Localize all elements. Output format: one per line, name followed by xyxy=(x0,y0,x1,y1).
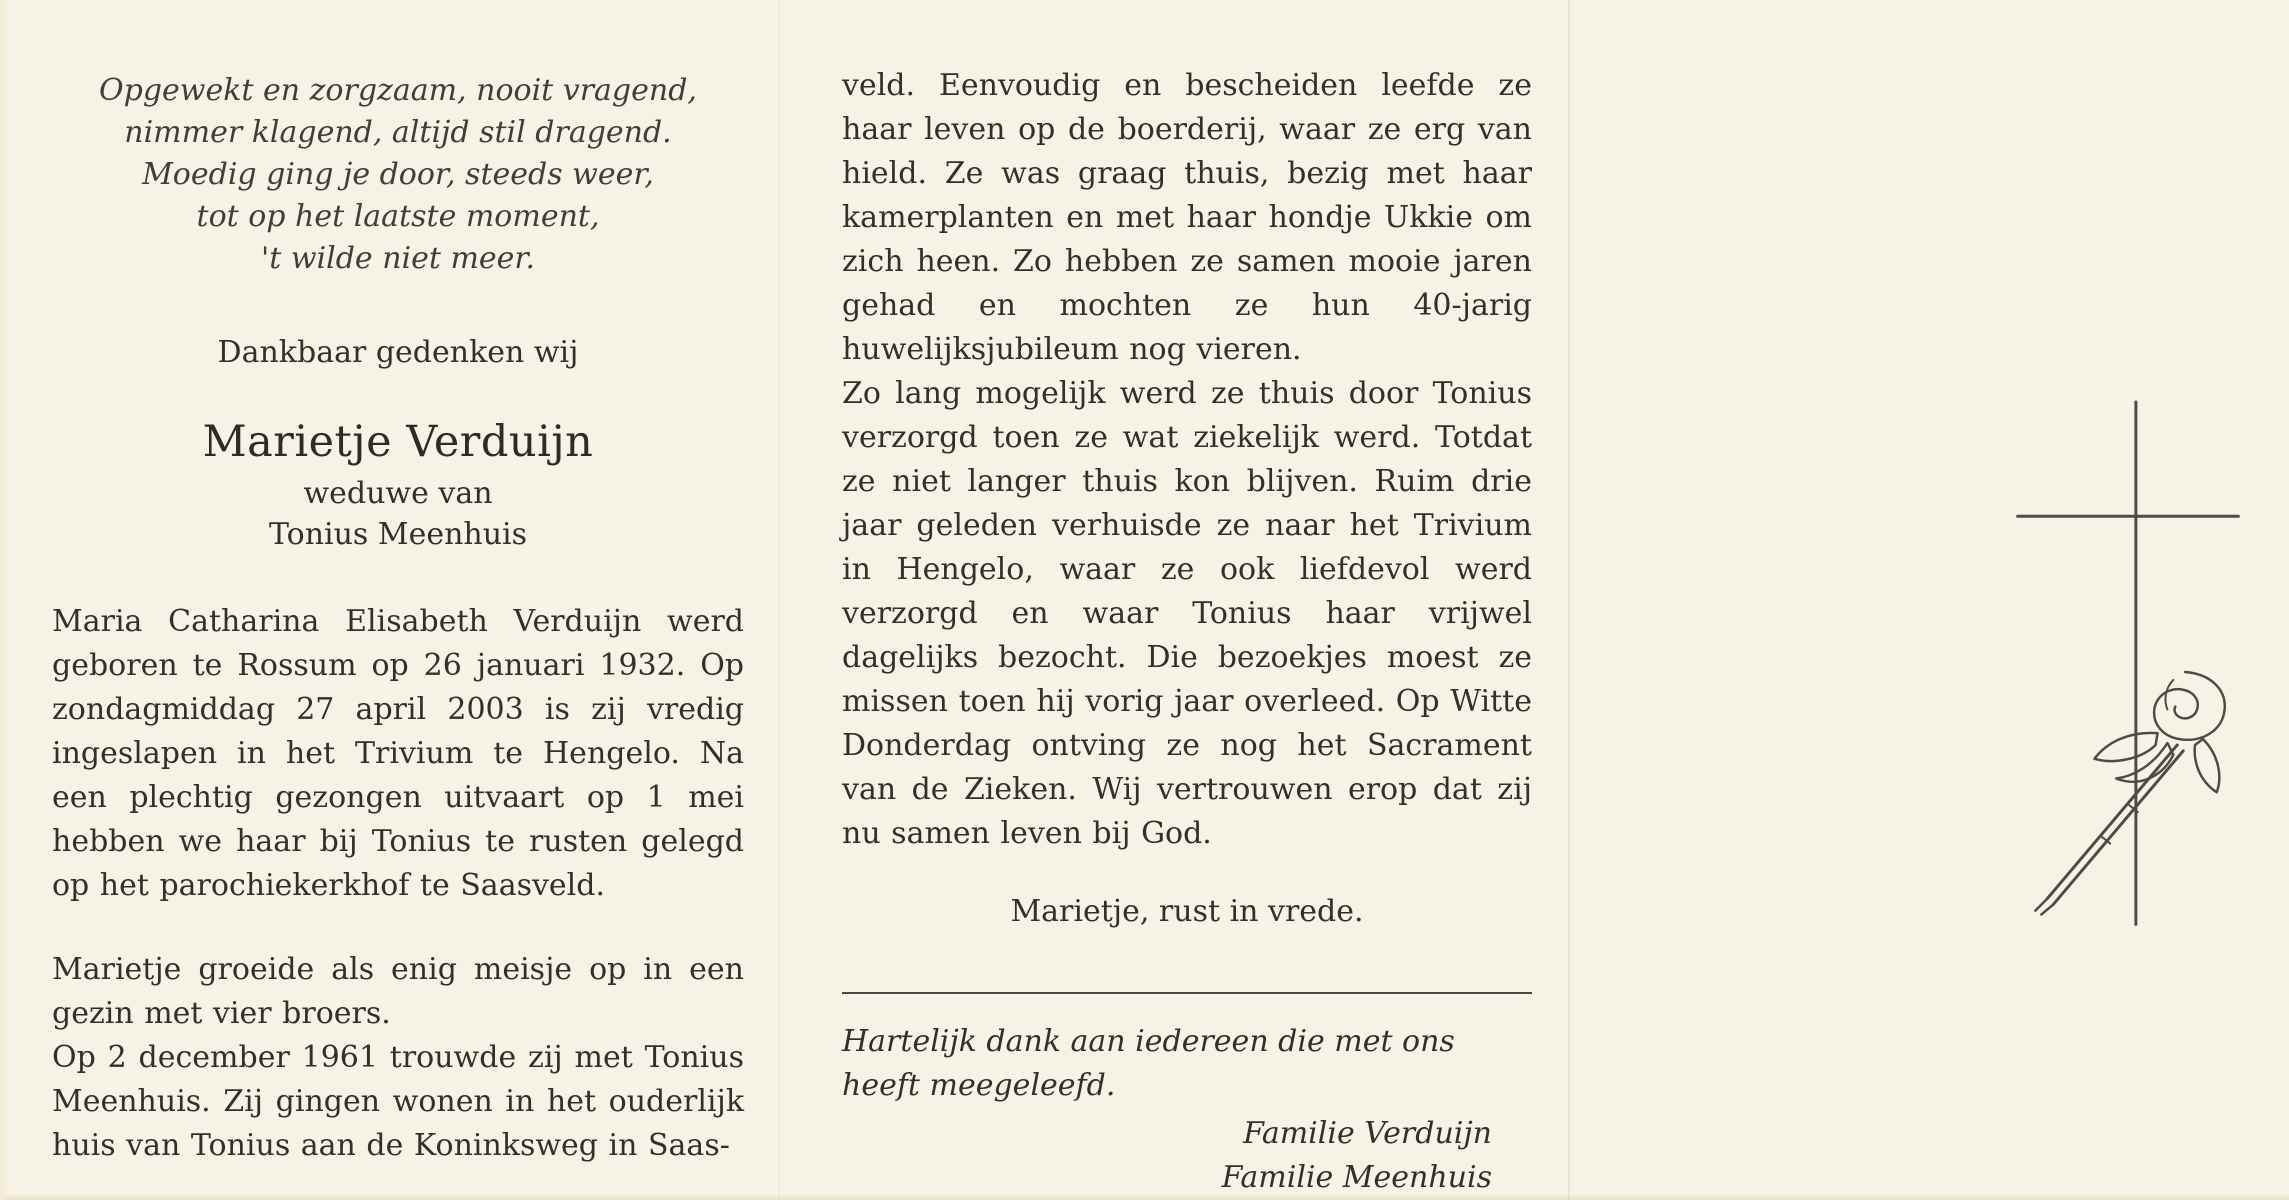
cross-rose-illustration xyxy=(2004,398,2252,950)
left-column xyxy=(52,70,744,1168)
middle-column xyxy=(842,64,1532,1200)
poem-line: 't wilde niet meer. xyxy=(261,241,535,276)
dedication-line: Dankbaar gedenken wij xyxy=(217,335,579,370)
poem-line: Opgewekt en zorgzaam, nooit vragend, xyxy=(99,73,697,108)
fold-crease xyxy=(1568,0,1571,1200)
memorial-poem xyxy=(52,70,744,280)
biography-paragraph: Op 2 december 1961 trouwde zij met Tonius Meenhuis. Zij gingen wonen in het ouderlijk huis van Tonius aan de Koninksweg in Saas- xyxy=(52,1040,744,1163)
poem-line: Moedig ging je door, steeds weer, xyxy=(142,157,654,192)
family-signature: Familie Meenhuis xyxy=(1221,1160,1492,1195)
biography-paragraph: Marietje groeide als enig meisje op in een gezin met vier broers. xyxy=(52,952,744,1031)
poem-line: tot op het laatste moment, xyxy=(196,199,600,234)
cross-rose-svg xyxy=(2004,398,2252,950)
thanks-text: Hartelijk dank aan iedereen die met ons heeft meegeleefd. xyxy=(842,1024,1455,1103)
relation-label: weduwe van xyxy=(303,476,493,511)
fold-crease xyxy=(778,0,781,1200)
biography-paragraph: Zo lang mogelijk werd ze thuis door Tonius verzorgd toen ze wat ziekelijk werd. Totdat ze niet langer thuis kon blijven. Ruim drie jaar geleden verhuisde ze naar het Trivium in Hengelo, waar ze ook liefdevol werd verzorgd en waar Tonius haar vrijwel dagelijks bezocht. Die bezoekjes moest ze missen toen hij vorig jaar overleed. Op Witte Donderdag ontving ze nog het Sacrament van de Zieken. Wij vertrouwen erop dat zij nu samen leven bij God. xyxy=(842,376,1532,851)
biography-paragraph: veld. Eenvoudig en bescheiden leefde ze haar leven op de boerderij, waar ze erg van hield. Ze was graag thuis, bezig met haar kamerplanten en met haar hondje Ukkie om zich heen. Zo hebben ze samen mooie jaren gehad en mochten ze hun 40-jarig huwelijksjubileum nog vieren. xyxy=(842,68,1532,367)
biography-paragraph: Maria Catharina Elisabeth Verduijn werd geboren te Rossum op 26 januari 1932. Op zondagmiddag 27 april 2003 is zij vredig ingeslapen in het Trivium te Hengelo. Na een plechtig gezongen uitvaart op 1 mei hebben we haar bij Tonius te rusten gelegd op het parochiekerkhof te Saasveld. xyxy=(52,604,744,903)
family-signature: Familie Verduijn xyxy=(1243,1116,1492,1151)
rest-in-peace-line: Marietje, rust in vrede. xyxy=(1010,894,1364,929)
poem-line: nimmer klagend, altijd stil dragend. xyxy=(124,115,672,150)
family-signatures xyxy=(842,1112,1532,1200)
deceased-name: Marietje Verduijn xyxy=(202,417,594,467)
divider-line xyxy=(842,992,1532,994)
spouse-name: Tonius Meenhuis xyxy=(268,517,528,552)
